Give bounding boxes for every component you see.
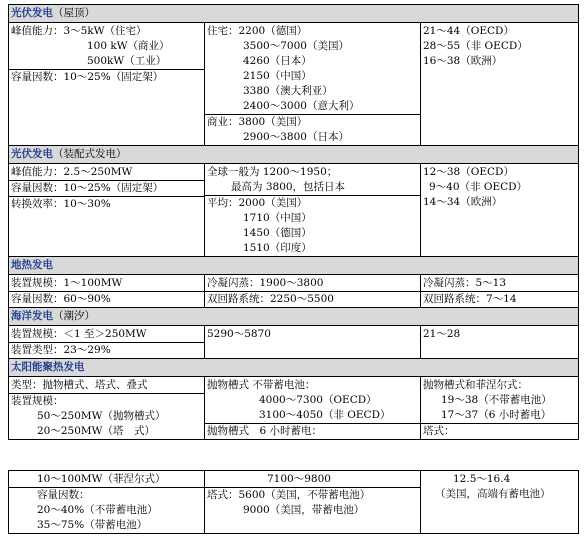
section-title: 地热发电 (11, 259, 53, 271)
text-line: 10～100MW（菲涅尔式） (37, 473, 166, 485)
text-line: 3500～7000（美国） (243, 40, 349, 52)
lcoe-cell (421, 164, 579, 257)
section-header-geothermal (9, 257, 579, 275)
text-line: 容量因数： (37, 489, 90, 501)
text-line: 5290～5870 (207, 328, 271, 340)
section-header-ocean (9, 308, 579, 326)
text-line: 21～28 (423, 328, 461, 340)
text-line: 装置规模：＜1 至＞250MW (11, 328, 147, 340)
text-line: 17～37（6 小时蓄电） (441, 409, 552, 421)
text-line: 塔式： (423, 425, 455, 437)
section-title-suffix: （潮汐） (53, 310, 95, 322)
text-line: 平均：2000（美国） (207, 197, 308, 209)
section-title-cell (9, 257, 579, 275)
energy-cost-table (8, 4, 579, 534)
text-line: 峰值能力：2.5～250MW (11, 166, 133, 178)
text-line: 28～55（非 OECD） (423, 40, 528, 52)
text-line: 住宅：2200（德国） (207, 25, 308, 37)
section-title-cell (9, 308, 579, 326)
section-title-suffix: （装配式发电） (53, 148, 127, 160)
text-line: 装置规模： (11, 395, 64, 407)
text-line: 峰值能力：3～5kW（住宅） (11, 25, 147, 37)
text-line: 1510（印度） (243, 242, 312, 254)
section-row-csp-bottom (9, 471, 579, 534)
section-row-geothermal (9, 275, 579, 308)
text-line: 20～250MW（塔 式） (37, 425, 155, 437)
section-row-ocean (9, 326, 579, 359)
text-line: 2400～3000（意大利） (243, 100, 360, 112)
table-page-break-gap (9, 440, 579, 471)
text-line: 最高为 3800，包括日本 (231, 181, 346, 193)
section-title: 光伏发电 (11, 148, 53, 160)
text-line: 全球一般为 1200～1950； (207, 166, 338, 178)
section-row-csp-top (9, 377, 579, 440)
text-line: 商业：3800（美国） (207, 116, 308, 128)
section-title-cell (9, 5, 579, 23)
text-line: 1450（德国） (243, 227, 312, 239)
lcoe-cell (421, 377, 579, 440)
text-line: 2900～3800（日本） (243, 131, 349, 143)
text-line: 抛物槽式 不带蓄电池： (207, 379, 316, 391)
text-line: 冷凝闪蒸：1900～3800 (207, 277, 324, 289)
text-line: 容量因数：10～25%（固定架） (11, 182, 164, 194)
text-line: 100 kW（商业） (87, 40, 170, 52)
text-line: 21～44（OECD） (423, 25, 514, 37)
capacity-cell (9, 275, 205, 308)
text-line: 12.5～16.4 (453, 473, 511, 485)
section-title-cell (9, 146, 579, 164)
section-header-csp (9, 359, 579, 377)
text-line: 9～40（非 OECD） (429, 181, 528, 193)
investment-cost-cell (205, 23, 421, 146)
capacity-cell (9, 23, 205, 146)
section-title: 海洋发电 (11, 310, 53, 322)
lcoe-cell (421, 471, 579, 534)
text-line: 类型：抛物槽式、塔式、叠式 (11, 379, 148, 391)
energy-cost-table-wrapper (8, 4, 578, 534)
section-title-suffix: （屋顶） (53, 7, 95, 19)
text-line: 双回路系统：2250～5500 (207, 293, 334, 305)
text-line: 冷凝闪蒸：5～13 (423, 277, 507, 289)
text-line: 16～38（欧洲） (423, 55, 503, 67)
text-line: 转换效率：10～30% (11, 198, 111, 210)
text-line: 500kW（工业） (87, 55, 167, 67)
section-title: 光伏发电 (11, 7, 53, 19)
text-line: 14～34（欧洲） (423, 196, 503, 208)
section-header-pv-rooftop (9, 5, 579, 23)
text-line: （美国，高端有蓄电池） (435, 488, 551, 500)
section-row-pv-utility (9, 164, 579, 257)
text-line: 1710（中国） (243, 212, 312, 224)
investment-cost-cell (205, 377, 421, 440)
text-line: 35～75%（带蓄电池） (37, 519, 148, 531)
lcoe-cell (421, 326, 579, 359)
text-line: 塔式：5600（美国，不带蓄电池） (207, 489, 371, 501)
text-line: 容量因数：10～25%（固定架） (11, 71, 164, 83)
text-line: 抛物槽式和菲涅尔式： (423, 379, 528, 391)
text-line: 4260（日本） (243, 55, 312, 67)
capacity-cell (9, 471, 205, 534)
section-row-pv-rooftop (9, 23, 579, 146)
text-line: 19～38（不带蓄电池） (441, 394, 552, 406)
text-line: 抛物槽式 6 小时蓄电： (207, 425, 323, 437)
text-line: 3380（澳大利亚） (243, 85, 333, 97)
text-line: 容量因数：60～90% (11, 293, 111, 305)
investment-cost-cell (205, 164, 421, 257)
investment-cost-cell (205, 471, 421, 534)
text-line: 4000～7300（OECD） (259, 394, 377, 406)
text-line: 7100～9800 (267, 473, 331, 485)
text-line: 双回路系统：7～14 (423, 293, 517, 305)
section-header-pv-utility (9, 146, 579, 164)
text-line: 装置类型：23～29% (11, 344, 111, 356)
text-line: 50～250MW（抛物槽式） (37, 410, 166, 422)
text-line: 装置规模：1～100MW (11, 277, 123, 289)
section-title: 太阳能聚热发电 (11, 361, 85, 373)
text-line: 12～38（OECD） (423, 166, 514, 178)
text-line: 2150（中国） (243, 70, 312, 82)
capacity-cell (9, 377, 205, 440)
lcoe-cell (421, 23, 579, 146)
text-line: 9000（美国，带蓄电池） (243, 504, 365, 516)
section-title-cell (9, 359, 579, 377)
investment-cost-cell (205, 275, 421, 308)
lcoe-cell (421, 275, 579, 308)
page-break-gap (9, 440, 579, 471)
capacity-cell (9, 326, 205, 359)
text-line: 3100～4050（非 OECD） (259, 409, 391, 421)
capacity-cell (9, 164, 205, 257)
text-line: 20～40%（不带蓄电池） (37, 504, 158, 516)
investment-cost-cell (205, 326, 421, 359)
